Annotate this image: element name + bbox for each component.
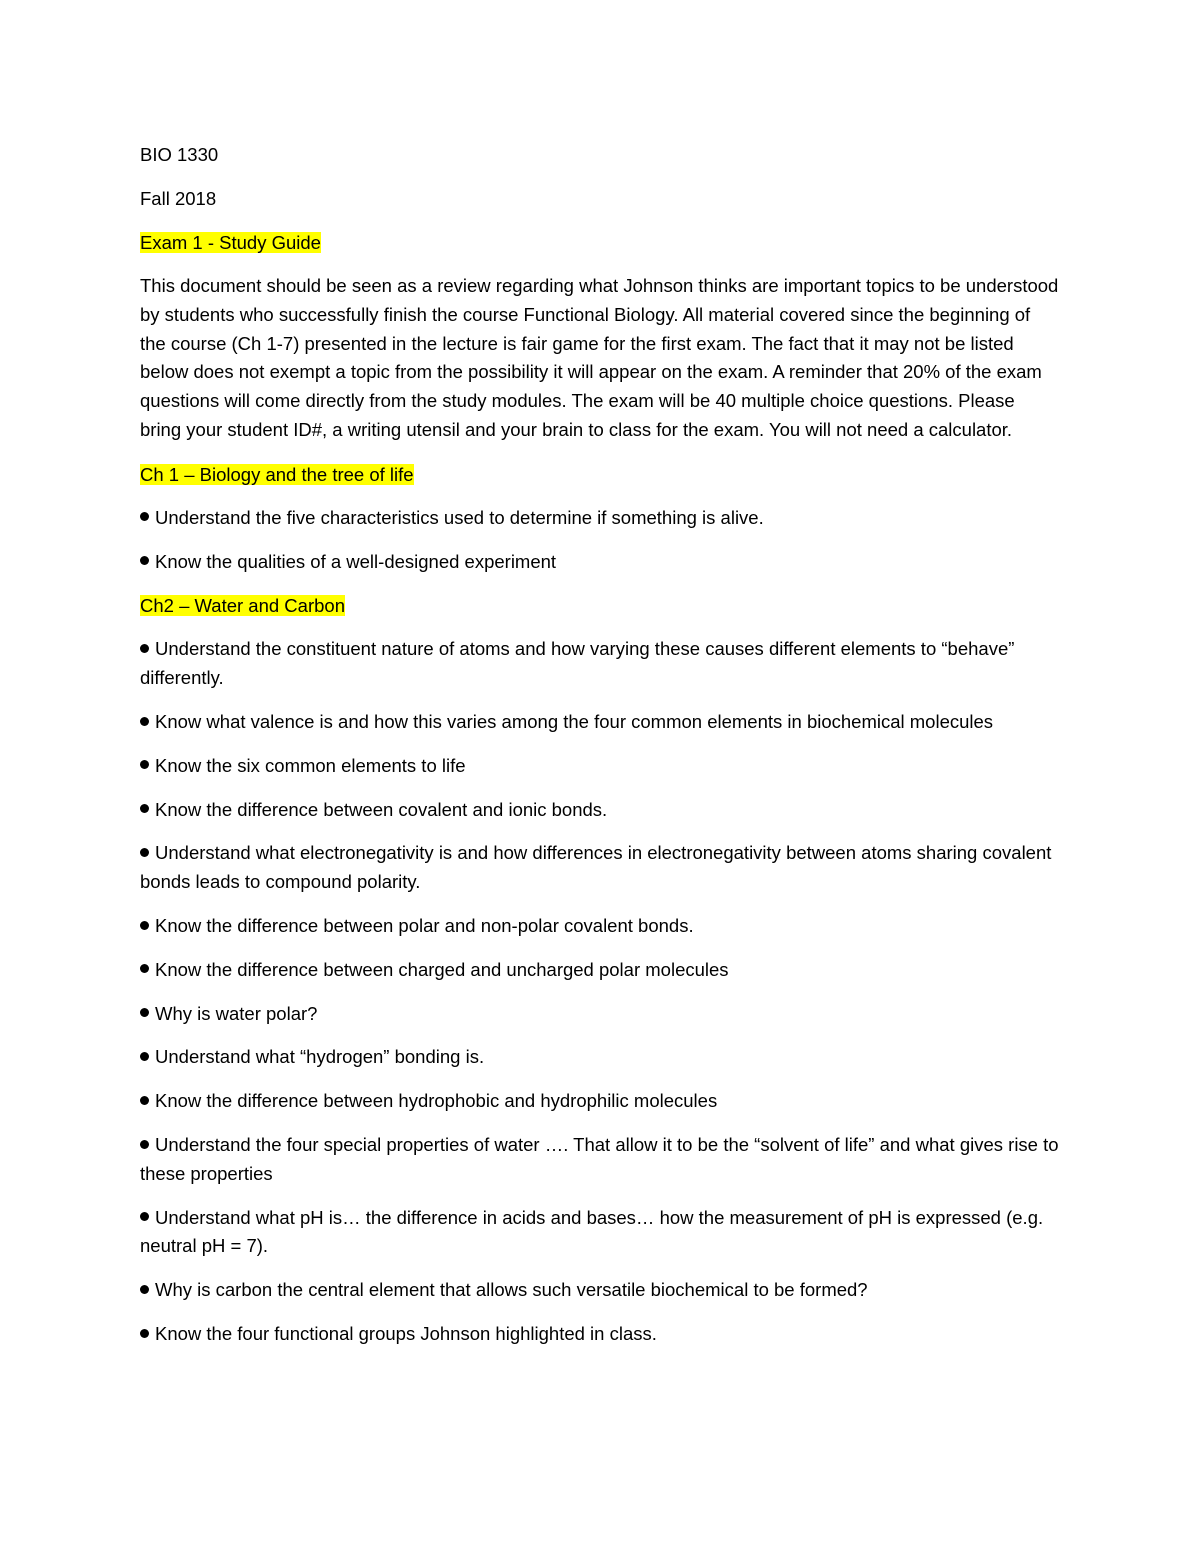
list-item <box>140 635 1060 693</box>
term: Fall 2018 <box>140 188 217 209</box>
bullet-icon <box>140 848 149 857</box>
list-item-text: Understand the constituent nature of atoms and how varying these causes different elements to “behave” differently. <box>140 638 1015 689</box>
document-title <box>140 228 1060 257</box>
list-item <box>140 1276 1060 1305</box>
list-item-text: Understand the four special properties of water …. That allow it to be the “solvent of life” and what gives rise to these properties <box>140 1133 1059 1184</box>
bullet-icon <box>140 1052 149 1061</box>
list-item <box>140 1087 1060 1116</box>
bullet-icon <box>140 717 149 726</box>
list-item-text: Understand what “hydrogen” bonding is. <box>155 1046 485 1068</box>
bullet-icon <box>140 1140 149 1149</box>
list-item <box>140 1000 1060 1029</box>
list-item-text: Know the four functional groups Johnson highlighted in class. <box>155 1322 657 1344</box>
list-item-text: Why is carbon the central element that allows such versatile biochemical to be formed? <box>155 1279 868 1301</box>
list-item <box>140 912 1060 941</box>
bullet-icon <box>140 760 149 769</box>
list-item <box>140 548 1060 577</box>
bullet-icon <box>140 964 149 973</box>
list-item <box>140 752 1060 781</box>
list-item-text: Know the difference between charged and uncharged polar molecules <box>155 958 729 980</box>
list-item-text: Know the difference between hydrophobic and hydrophilic molecules <box>155 1090 718 1112</box>
section-heading-text: Ch2 – Water and Carbon <box>140 595 345 617</box>
document-title-text: Exam 1 - Study Guide <box>140 232 321 253</box>
bullet-icon <box>140 1285 149 1294</box>
bullet-icon <box>140 1212 149 1221</box>
document-page <box>140 140 1060 1364</box>
section-ch2 <box>140 591 1060 1348</box>
list-item-text: Understand what electronegativity is and how differences in electronegativity between atoms sharing covalent bonds leads to compound polarity. <box>140 842 1052 893</box>
list-item <box>140 1320 1060 1349</box>
bullet-icon <box>140 1096 149 1105</box>
bullet-icon <box>140 644 149 653</box>
bullet-icon <box>140 1329 149 1338</box>
list-item-text: Understand the five characteristics used to determine if something is alive. <box>155 506 764 528</box>
list-item-text: Know the difference between covalent and ionic bonds. <box>155 798 608 820</box>
bullet-icon <box>140 921 149 930</box>
list-item-text: Know the six common elements to life <box>155 754 466 776</box>
section-heading <box>140 460 1060 489</box>
bullet-icon <box>140 804 149 813</box>
list-item-text: Know the qualities of a well-designed experiment <box>155 550 557 572</box>
list-item <box>140 796 1060 825</box>
list-item <box>140 1131 1060 1189</box>
intro-paragraph: This document should be seen as a review regarding what Johnson thinks are important topics to be understood by students who successfully finish the course Functional Biology. All material covered since the beginning of the course (Ch 1-7) presented in the lecture is fair game for the first exam. The fact that it may not be listed below does not exempt a topic from the possibility it will appear on the exam. A reminder that 20% of the exam questions will come directly from the study modules. The exam will be 40 multiple choice questions. Please bring your student ID#, a writing utensil and your brain to class for the exam. You will not need a calculator. <box>140 275 1059 440</box>
list-item-text: Know what valence is and how this varies among the four common elements in biochemical molecules <box>155 710 994 732</box>
list-item-text: Know the difference between polar and non-polar covalent bonds. <box>155 914 694 936</box>
list-item <box>140 956 1060 985</box>
section-heading-text: Ch 1 – Biology and the tree of life <box>140 463 414 485</box>
bullet-icon <box>140 556 149 565</box>
list-item <box>140 708 1060 737</box>
section-heading <box>140 591 1060 620</box>
section-ch1 <box>140 460 1060 577</box>
list-item <box>140 1043 1060 1072</box>
course-code: BIO 1330 <box>140 144 219 165</box>
list-item-text: Understand what pH is… the difference in acids and bases… how the measurement of pH is expressed (e.g. neutral pH = 7). <box>140 1206 1044 1257</box>
list-item <box>140 839 1060 897</box>
bullet-icon <box>140 1008 149 1017</box>
list-item-text: Why is water polar? <box>155 1002 318 1024</box>
list-item <box>140 504 1060 533</box>
bullet-icon <box>140 512 149 521</box>
list-item <box>140 1204 1060 1262</box>
